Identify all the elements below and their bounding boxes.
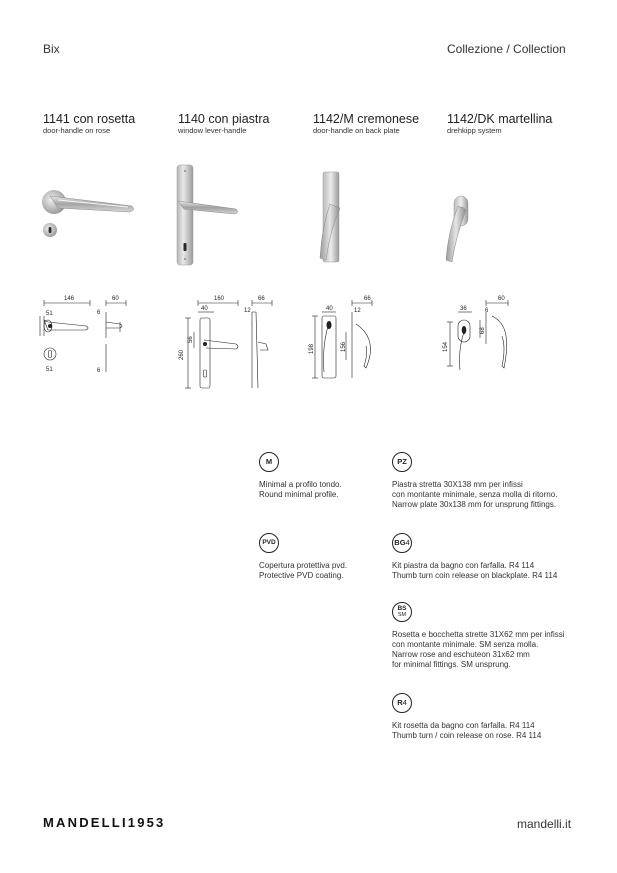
feature-line: Rosetta e bocchetta strette 31X62 mm per infissi xyxy=(392,630,565,639)
collection-label: Collezione / Collection xyxy=(447,42,566,56)
feature-pvd xyxy=(259,561,347,581)
feature-line: Copertura protettiva pvd. xyxy=(259,561,348,570)
feature-m xyxy=(259,480,342,500)
dim-width: 160 xyxy=(214,296,225,302)
badge-label: M xyxy=(265,457,273,467)
badge-sub: 4 xyxy=(405,538,410,548)
dim-height: 154 xyxy=(443,341,449,352)
product-1142dk xyxy=(447,112,552,135)
badge-label: R xyxy=(397,698,403,708)
badge-label: PVD xyxy=(262,538,276,546)
feature-line: Round minimal profile. xyxy=(259,490,339,499)
feature-line: Thumb turn / coin release on rose. R4 114 xyxy=(392,731,542,740)
dim-width: 146 xyxy=(64,296,75,302)
feature-line: Kit rosetta da bagno con farfalla. R4 114 xyxy=(392,721,535,730)
product-desc: window lever-handle xyxy=(178,126,247,135)
photo-1142m-cremonese xyxy=(312,168,352,266)
dim-backset: 56 xyxy=(188,336,194,343)
product-code: 1141 con rosetta xyxy=(43,112,136,126)
dim-backset: 156 xyxy=(341,341,347,352)
badge-pz-icon xyxy=(392,452,412,472)
dim-spindle: 6 xyxy=(485,308,489,314)
dim-rose: 36 xyxy=(460,306,467,312)
dim-spindle: 12 xyxy=(354,308,361,314)
product-1142m xyxy=(313,112,419,135)
badge-bs-sm-icon xyxy=(392,602,412,622)
badge-pvd-icon xyxy=(259,533,279,553)
website-link[interactable]: mandelli.it xyxy=(517,817,572,831)
feature-line: con montante minimale, senza molla di ritorno. xyxy=(392,490,558,499)
badge-r4-icon xyxy=(392,693,412,713)
product-1140 xyxy=(178,112,270,135)
photo-1141-handle-on-rose xyxy=(40,180,140,242)
badge-sub: 4 xyxy=(402,698,407,708)
product-code: 1142/M cremonese xyxy=(313,112,420,126)
dim-plate: 40 xyxy=(326,306,333,312)
dim-spindle: 12 xyxy=(244,308,251,314)
dim-depth: 60 xyxy=(112,296,119,302)
badge-label: BG xyxy=(394,538,406,548)
product-desc: door-handle on back plate xyxy=(313,126,400,135)
dim-height: 198 xyxy=(309,343,315,354)
feature-line: con montante minimale. SM senza molla. xyxy=(392,640,539,649)
dim-depth: 66 xyxy=(364,296,371,302)
dim-spindle: 6 xyxy=(97,310,101,316)
badge-m-icon xyxy=(259,452,279,472)
photo-1140-lever-on-plate xyxy=(172,163,242,268)
feature-line: for minimal fittings. SM unsprung. xyxy=(392,660,511,669)
badge-label: BS xyxy=(397,605,407,612)
feature-bs-sm xyxy=(392,630,565,670)
product-code: 1140 con piastra xyxy=(178,112,270,126)
drawing-1140 xyxy=(174,292,284,392)
dim-spindle-2: 6 xyxy=(97,368,101,374)
product-code: 1142/DK martellina xyxy=(447,112,553,126)
feature-line: Protective PVD coating. xyxy=(259,571,344,580)
dim-height: 260 xyxy=(179,349,185,360)
dim-depth: 60 xyxy=(498,296,505,302)
photo-1142dk-martellina xyxy=(440,192,480,264)
dim-keyhole: 51 xyxy=(46,367,53,373)
badge-bg4-icon xyxy=(392,533,412,553)
drawing-1141 xyxy=(36,292,136,378)
collection-name: Bix xyxy=(43,42,60,56)
feature-line: Piastra stretta 30X138 mm per infissi xyxy=(392,480,523,489)
feature-line: Thumb turn coin release on blackplate. R4 114 xyxy=(392,571,558,580)
badge-label: PZ xyxy=(397,457,407,467)
dim-plate: 40 xyxy=(201,306,208,312)
dim-rose: 51 xyxy=(46,311,53,317)
feature-line: Minimal a profilo tondo. xyxy=(259,480,342,489)
dim-depth: 66 xyxy=(258,296,265,302)
product-desc: door-handle on rose xyxy=(43,126,111,135)
feature-line: Narrow plate 30x138 mm for unsprung fittings. xyxy=(392,500,557,509)
feature-pz xyxy=(392,480,557,510)
feature-line: Narrow rose and eschuteon 31x62 mm xyxy=(392,650,530,659)
dim-backset: 68 xyxy=(480,327,486,334)
brand-logo: MANDELLI1953 xyxy=(43,815,166,830)
feature-bg4 xyxy=(392,561,557,581)
product-1141 xyxy=(43,112,135,135)
feature-line: Kit piastra da bagno con farfalla. R4 114 xyxy=(392,561,535,570)
badge-sub: SM xyxy=(397,611,407,618)
product-desc: drehkipp system xyxy=(447,126,502,135)
drawing-1142m xyxy=(310,292,390,382)
drawing-1142dk xyxy=(444,292,524,376)
feature-r4 xyxy=(392,721,541,741)
